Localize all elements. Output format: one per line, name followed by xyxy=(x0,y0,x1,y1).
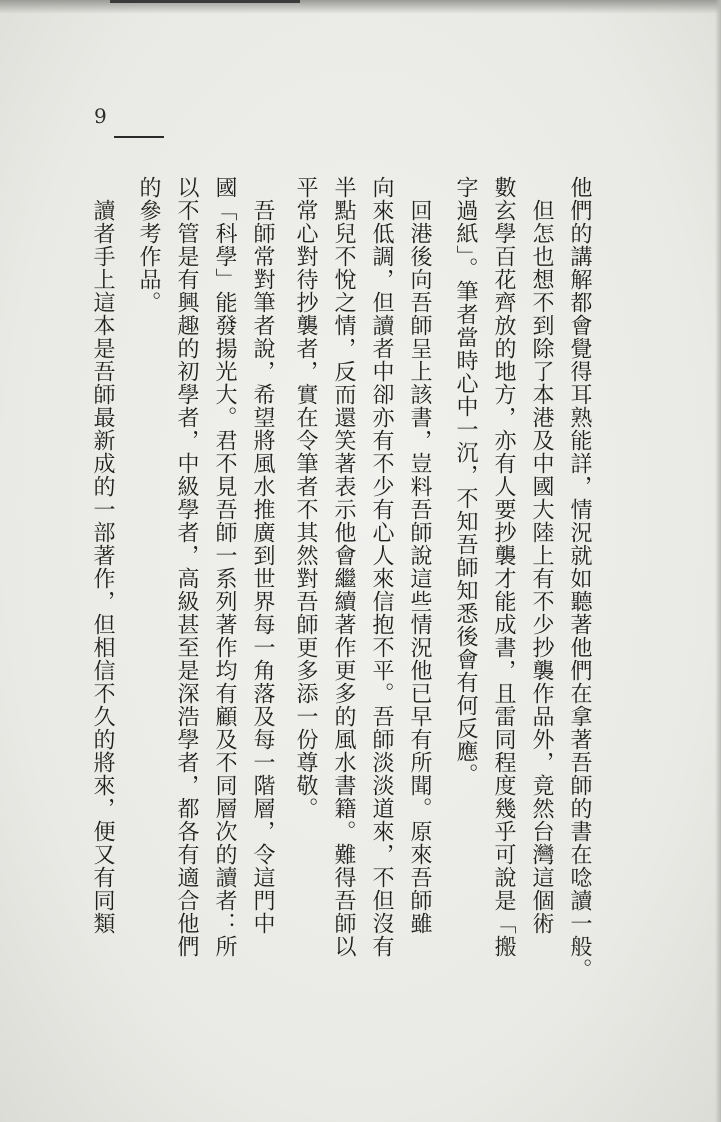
text-column-6: 向來低調，但讀者中卻亦有不少有心人來信抱不平。吾師淡淡道來，不但沒有 xyxy=(369,176,394,958)
text-column-7: 半點兒不悅之情，反而還笑著表示他會繼續著作更多的風水書籍。難得吾師以 xyxy=(331,176,356,958)
text-column-2: 但怎也想不到除了本港及中國大陸上有不少抄襲作品外，竟然台灣這個術 xyxy=(529,176,554,935)
page-number-rule xyxy=(114,136,164,138)
page-top-shadow xyxy=(0,0,721,14)
text-column-9: 吾師常對筆者說，希望將風水推廣到世界每一角落及每一階層，令這門中 xyxy=(250,176,275,935)
text-column-4: 字過紙」。筆者當時心中一沉，不知吾師知悉後會有何反應。 xyxy=(453,176,478,786)
text-column-3: 數玄學百花齊放的地方，亦有人要抄襲才能成書，且雷同程度幾乎可說是「搬 xyxy=(491,176,516,958)
text-column-5: 回港後向吾師呈上該書，豈料吾師說這些情況他已早有所聞。原來吾師雖 xyxy=(407,176,432,935)
page-right-shadow xyxy=(715,0,721,1122)
text-column-12: 的參考作品。 xyxy=(136,176,161,314)
text-column-10: 國「科學」能發揚光大。君不見吾師一系列著作均有顧及不同層次的讀者：所 xyxy=(212,176,237,958)
text-column-11: 以不管是有興趣的初學者，中級學者，高級甚至是深浩學者，都各有適合他們 xyxy=(174,176,199,958)
text-column-8: 平常心對待抄襲者，實在令筆者不其然對吾師更多添一份尊敬。 xyxy=(293,176,318,820)
page-number: 9 xyxy=(94,104,107,128)
text-column-1: 他們的講解都會覺得耳熟能詳，情況就如聽著他們在拿著吾師的書在唸讀一般。 xyxy=(567,176,592,981)
page-top-edge-mark xyxy=(110,0,300,3)
text-column-13: 讀者手上這本是吾師最新成的一部著作，但相信不久的將來，便又有同類 xyxy=(90,176,115,935)
